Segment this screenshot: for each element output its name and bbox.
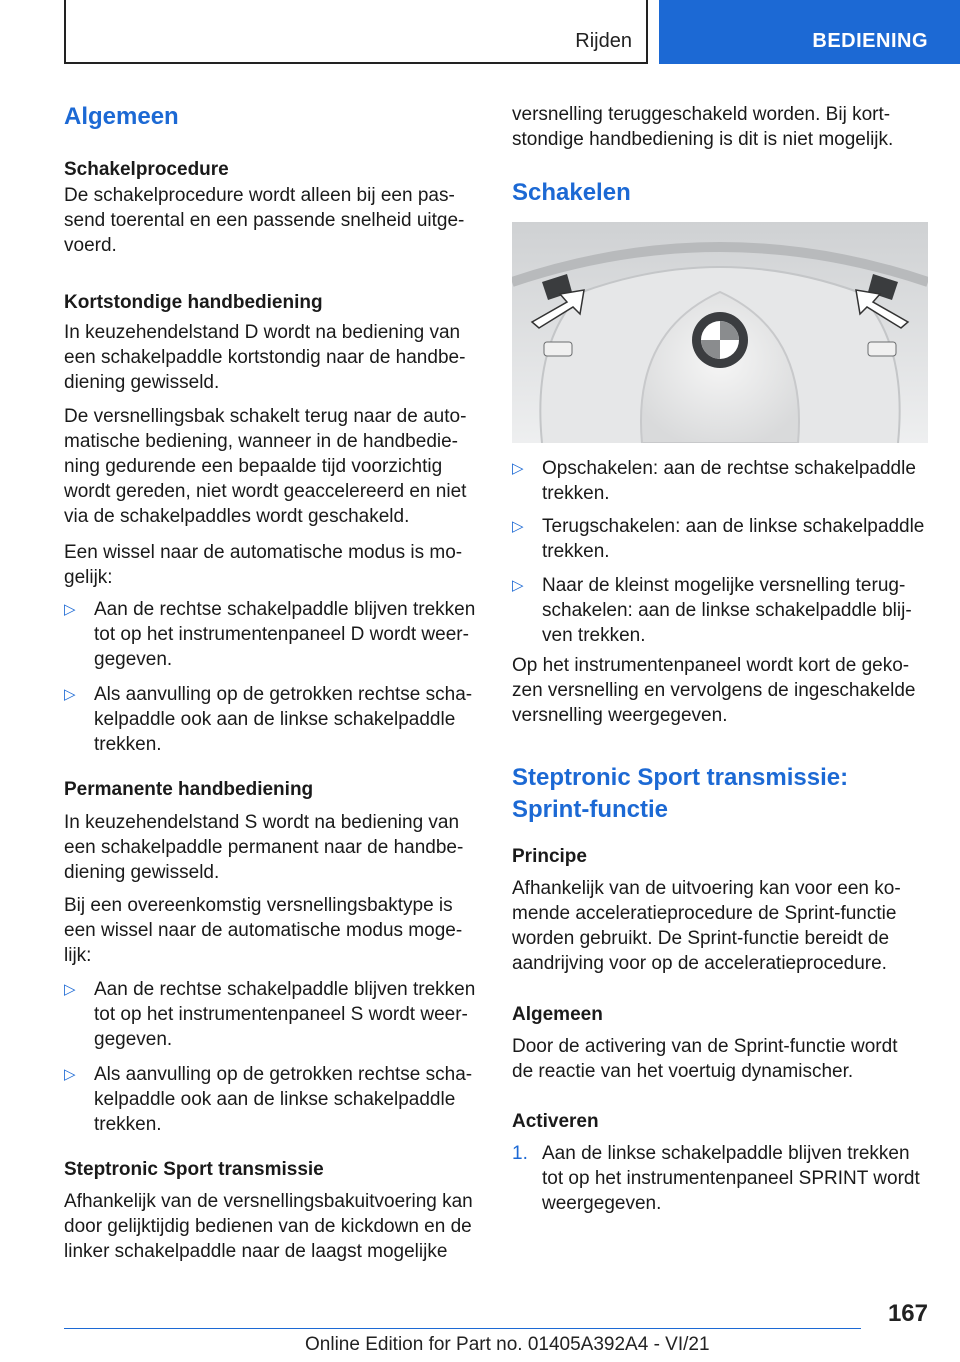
paragraph-kortstondig-1: In keuzehendelstand D wordt na bediening van een schakelpaddle kortstondig naar de handbe- diening gewisseld. xyxy=(64,322,466,393)
triangle-bullet-icon: ▷ xyxy=(64,601,76,618)
header-chapter-box xyxy=(659,0,960,64)
edition-text: Online Edition for Part no. 01405A392A4 - VI/21 xyxy=(305,1334,710,1355)
triangle-bullet-icon: ▷ xyxy=(512,460,524,477)
section-title-algemeen: Algemeen xyxy=(64,103,179,130)
paragraph-instrument: Op het instrumentenpaneel wordt kort de geko- zen versnelling en vervolgens de ingeschakelde versnelling weergegeven. xyxy=(512,655,916,726)
header-section: Rijden xyxy=(575,30,632,52)
section-title-sprint: Steptronic Sport transmissie: Sprint-functie xyxy=(512,764,849,823)
steering-wheel-image xyxy=(512,222,928,443)
bmw-logo-icon xyxy=(692,312,748,368)
heading-permanent: Permanente handbediening xyxy=(64,779,314,800)
paragraph-kortstondig-2: De versnellingsbak schakelt terug naar de auto- matische bediening, wanneer in de handbedie- ning gedurende een bepaalde tijd voorzichtig wordt gereden, niet wordt geaccelereerd en niet via de schakelpaddles wordt geschakeld. xyxy=(64,406,467,527)
triangle-bullet-icon: ▷ xyxy=(64,686,76,703)
paragraph-steptronic: Afhankelijk van de versnellingsbakuitvoering kan door gelijktijdig bedienen van de kickdown en de linker schakelpaddle naar de laagst mogelijke xyxy=(64,1191,473,1262)
triangle-bullet-icon: ▷ xyxy=(64,1066,76,1083)
footer-divider xyxy=(64,1328,861,1329)
header-chapter: BEDIENING xyxy=(812,30,928,52)
steering-wheel-illustration xyxy=(512,222,928,443)
heading-schakelprocedure: Schakelprocedure xyxy=(64,159,229,180)
list-number: 1. xyxy=(512,1143,528,1164)
section-title-schakelen: Schakelen xyxy=(512,179,631,206)
paragraph-kortstondig-3: Een wissel naar de automatische modus is mo- gelijk: xyxy=(64,542,463,588)
paragraph-permanent-1: In keuzehendelstand S wordt na bediening van een schakelpaddle permanent naar de handbe- diening gewisseld. xyxy=(64,812,464,883)
header-section-box xyxy=(64,0,648,64)
paragraph-principe: Afhankelijk van de uitvoering kan voor een ko- mende acceleratieprocedure de Sprint-functie worden gebruikt. De Sprint-functie bereidt de aandrijving voor op de acceleratieprocedure. xyxy=(512,878,901,974)
heading-activeren: Activeren xyxy=(512,1111,599,1132)
heading-algemeen: Algemeen xyxy=(512,1004,603,1025)
heading-kortstondig: Kortstondige handbediening xyxy=(64,292,323,313)
triangle-bullet-icon: ▷ xyxy=(512,577,524,594)
triangle-bullet-icon: ▷ xyxy=(64,981,76,998)
paragraph-permanent-2: Bij een overeenkomstig versnellingsbaktype is een wissel naar de automatische modus moge- lijk: xyxy=(64,895,463,966)
paragraph-continued: versnelling teruggeschakeld worden. Bij kort- stondige handbediening is dit is niet mogelijk. xyxy=(512,104,894,150)
paragraph-algemeen: Door de activering van de Sprint-functie wordt de reactie van het voertuig dynamischer. xyxy=(512,1036,898,1082)
page-number: 167 xyxy=(887,1300,928,1327)
heading-steptronic: Steptronic Sport transmissie xyxy=(64,1159,324,1180)
paragraph-schakelprocedure: De schakelprocedure wordt alleen bij een pas- send toerental en een passende snelheid uitge- voerd. xyxy=(64,185,465,256)
triangle-bullet-icon: ▷ xyxy=(512,518,524,535)
heading-principe: Principe xyxy=(512,846,587,867)
